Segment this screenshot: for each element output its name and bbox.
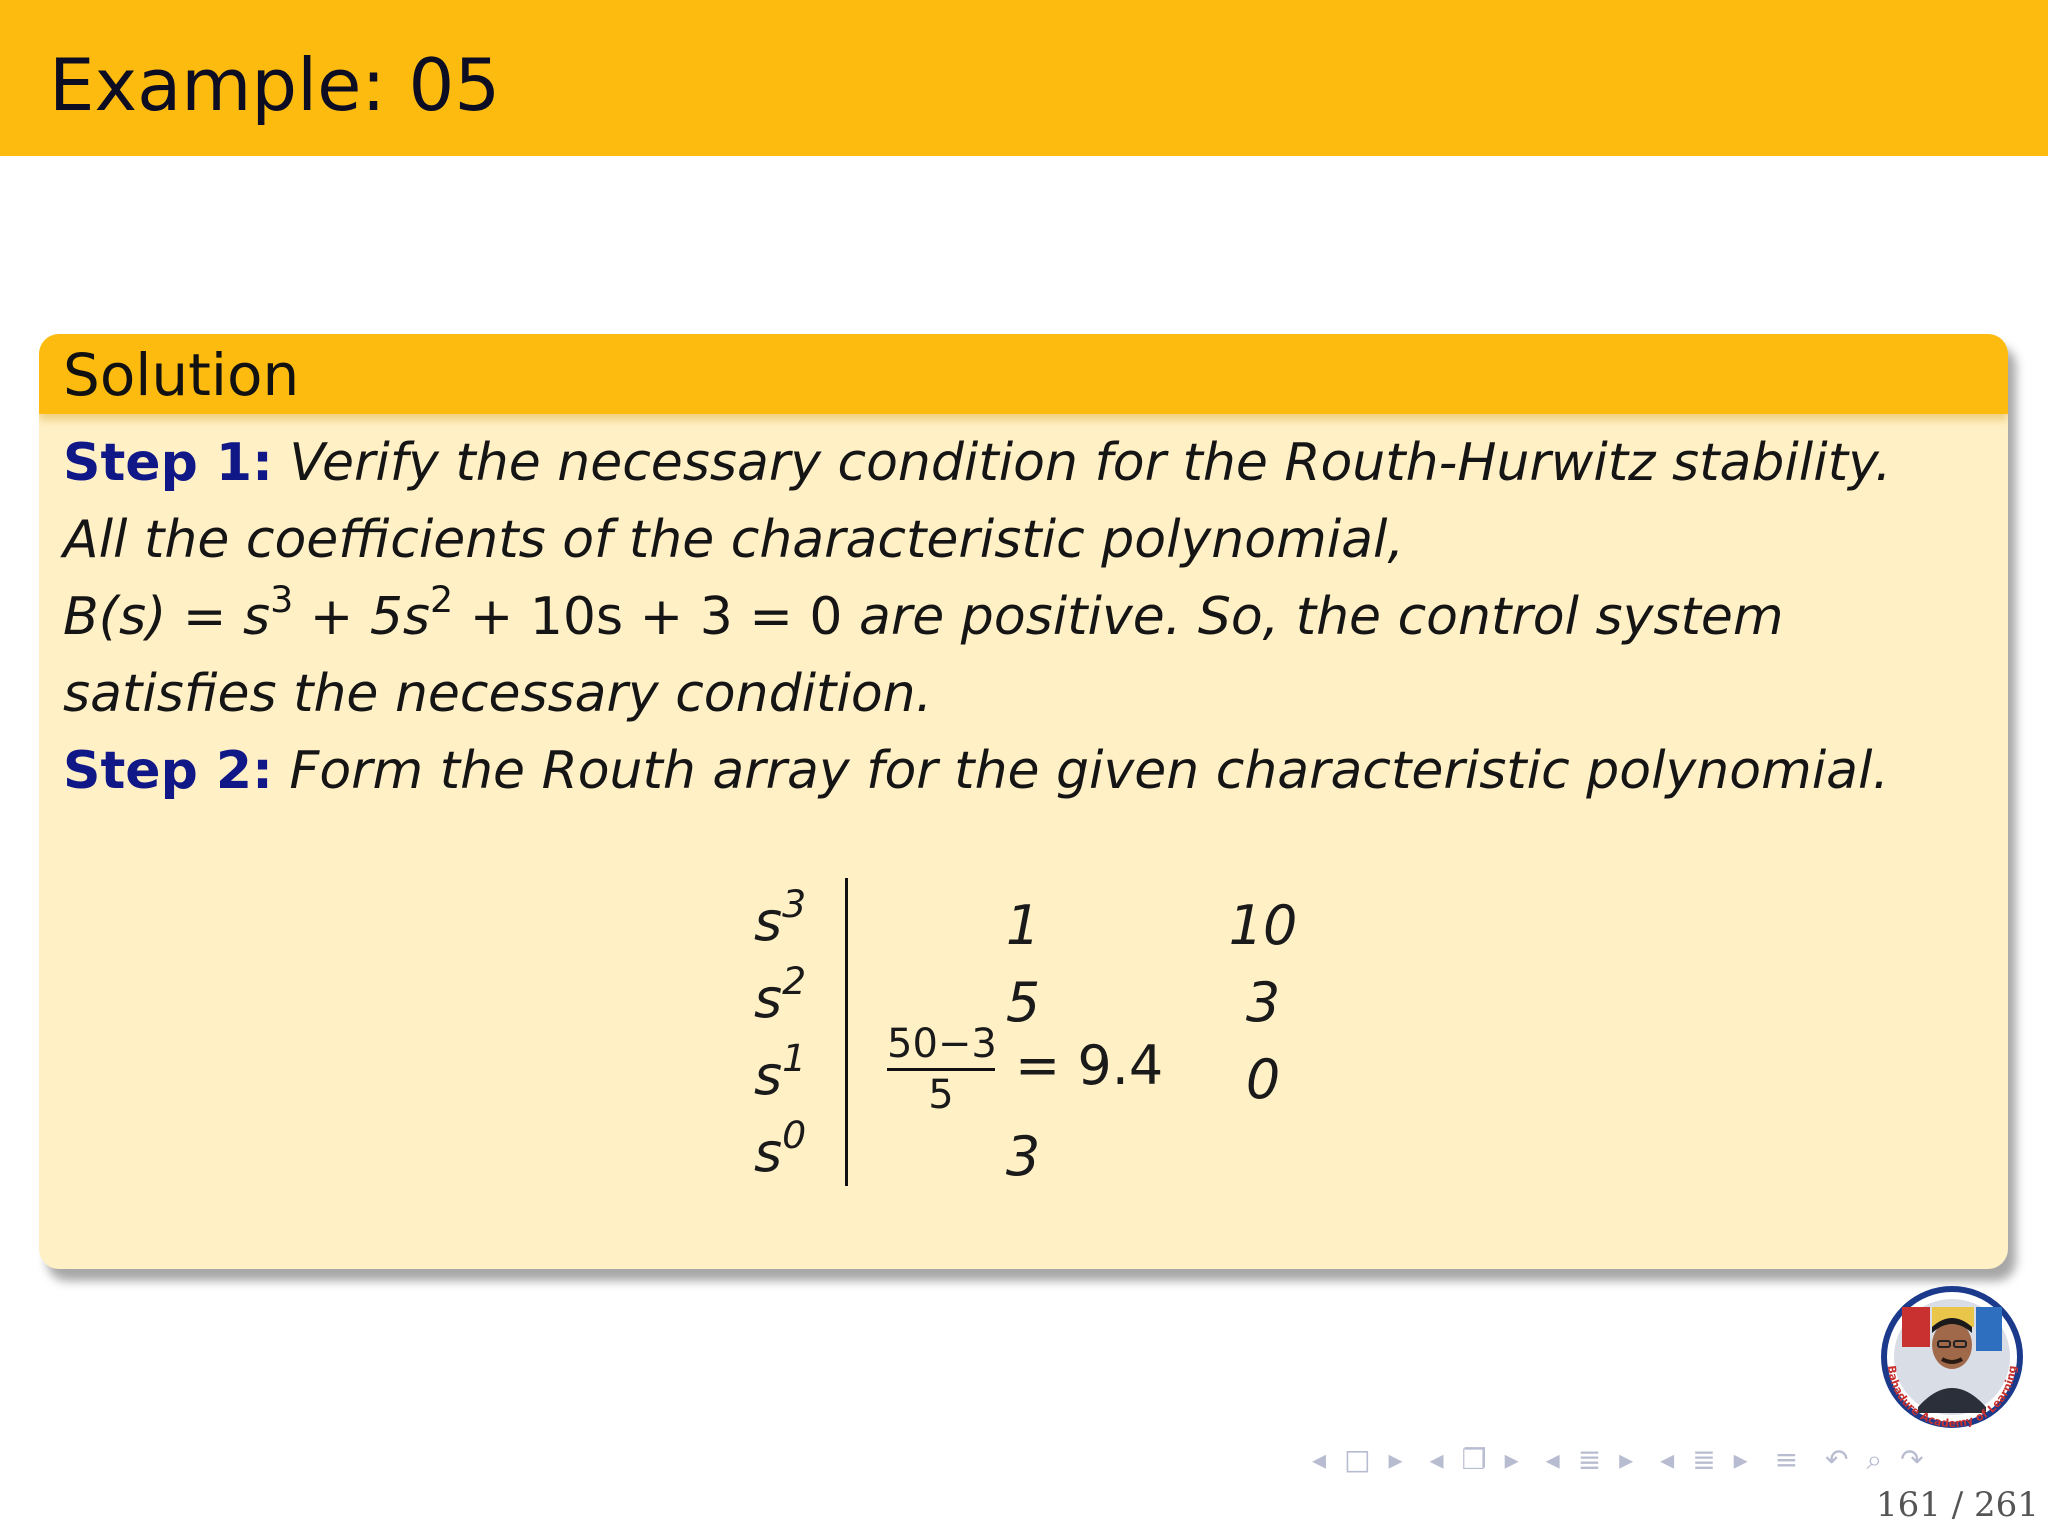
- routh-row-label-s0: $s^0$: [754, 1113, 807, 1184]
- step1-line: [63, 431, 1891, 495]
- polynomial-prefix: B(s) = s: [63, 587, 271, 647]
- polynomial-rest: + 10s + 3 = 0: [453, 587, 843, 647]
- step1-label: Step 1:: [63, 433, 273, 493]
- nav-next-subsection-icon[interactable]: ▸: [1504, 1443, 1519, 1476]
- polynomial-line: [63, 578, 1784, 649]
- routh-row-label-s1: $s^1$: [754, 1036, 807, 1107]
- positive-text: are positive. So, the control system: [842, 587, 1784, 647]
- necessary-condition-line: satisfies the necessary condition.: [63, 664, 933, 724]
- nav-part-icon[interactable]: ≣: [1692, 1443, 1716, 1476]
- routh-cell: 1: [1005, 894, 1041, 957]
- fraction-numerator: 50−3: [887, 1021, 997, 1067]
- routh-cell: 10: [1228, 894, 1298, 957]
- nav-subsection-icon[interactable]: ❐: [1461, 1443, 1487, 1476]
- beamer-navigation-bar: [1312, 1442, 1942, 1478]
- coefficients-line: All the coefficients of the characteristic polynomial,: [63, 510, 1405, 570]
- nav-forward-icon[interactable]: ↷: [1900, 1443, 1924, 1476]
- nav-prev-part-icon[interactable]: ◂: [1660, 1443, 1675, 1476]
- routh-fraction: [887, 1022, 995, 1117]
- academy-logo-avatar: [1872, 1285, 2032, 1435]
- nav-search-icon[interactable]: ⌕: [1866, 1443, 1883, 1476]
- nav-back-icon[interactable]: ↶: [1825, 1443, 1849, 1476]
- nav-prev-subsection-icon[interactable]: ◂: [1429, 1443, 1444, 1476]
- polynomial-exp-2: 2: [430, 578, 454, 622]
- fraction-denominator: 5: [928, 1072, 954, 1118]
- nav-next-frame-icon[interactable]: ▸: [1388, 1443, 1403, 1476]
- routh-row-label-s3: $s^3$: [754, 882, 807, 953]
- solution-block-title: Solution: [63, 341, 300, 409]
- step2-label: Step 2:: [63, 741, 273, 801]
- nav-next-section-icon[interactable]: ▸: [1619, 1443, 1634, 1476]
- page-number: 161 / 261: [1876, 1485, 2039, 1525]
- nav-next-part-icon[interactable]: ▸: [1733, 1443, 1748, 1476]
- polynomial-exp-3: 3: [270, 578, 294, 622]
- routh-cell: 3: [1245, 971, 1281, 1034]
- fraction-result: = 9.4: [1015, 1034, 1164, 1097]
- frame-title: Example: 05: [49, 43, 501, 127]
- nav-prev-frame-icon[interactable]: ◂: [1312, 1443, 1327, 1476]
- frame-title-bar: [0, 0, 2048, 156]
- routh-cell: 0: [1245, 1048, 1281, 1111]
- nav-prev-section-icon[interactable]: ◂: [1545, 1443, 1560, 1476]
- nav-toc-icon[interactable]: ≡: [1774, 1443, 1799, 1476]
- svg-text:Bahadure Academy of Learning: Bahadure Academy of Learning: [1884, 1364, 2020, 1431]
- step2-text: Form the Routh array for the given characteristic polynomial.: [289, 741, 1890, 801]
- fraction-bar: [887, 1068, 995, 1071]
- solution-block: [39, 334, 2008, 1269]
- step1-text: Verify the necessary condition for the Routh-Hurwitz stability.: [289, 433, 1892, 493]
- routh-divider: [845, 878, 848, 1186]
- nav-frame-icon[interactable]: □: [1344, 1443, 1371, 1476]
- polynomial-term-5s: + 5s: [293, 587, 431, 647]
- nav-section-icon[interactable]: ≣: [1577, 1443, 1602, 1476]
- routh-cell: 3: [1005, 1125, 1041, 1188]
- solution-block-header: [39, 334, 2008, 414]
- routh-row-label-s2: $s^2$: [754, 959, 807, 1030]
- step2-line: [63, 739, 1889, 803]
- routh-cell: 5: [1005, 971, 1041, 1034]
